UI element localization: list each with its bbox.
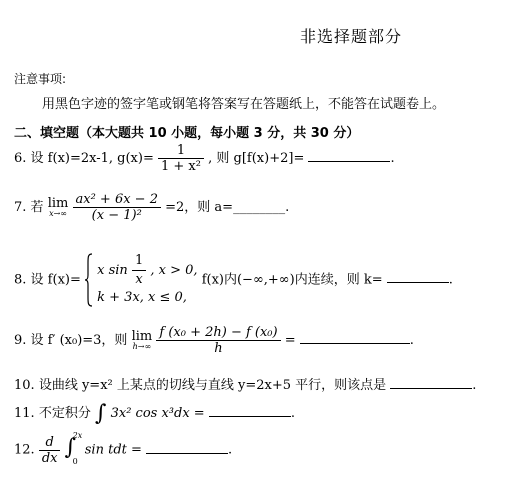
integral-icon: ∫ [94,401,107,426]
question-text: 若 [30,200,44,215]
period: . [472,378,477,393]
fraction-denominator: h [214,341,223,356]
notice-body: 用黑色字迹的签字笔或钢笔将答案写在答题纸上，不能答在试题卷上。 [42,97,446,112]
question-number: 12. [14,442,35,458]
answer-blank[interactable] [300,342,410,344]
fraction [158,143,204,174]
piecewise [85,252,198,308]
integral-icon: ∫ [64,435,77,460]
question-text: 设 f(x)= [30,272,81,288]
limit-symbol: lim [47,196,69,211]
derivative-operator [39,435,61,466]
integrand: sin tdt = [84,442,142,458]
case-2: k + 3x, x ≤ 0, [97,290,187,306]
question-number: 11. [14,406,35,421]
question-7 [14,192,289,223]
question-6 [14,143,395,174]
question-text-cont: , 则 g[f(x)+2]= [208,151,305,166]
question-12 [14,433,232,467]
answer-blank[interactable] [146,452,228,454]
lower-limit: 0 [72,457,78,466]
limit-symbol: lim [131,329,153,344]
question-text-cont: = [284,333,296,348]
question-text-cont: =2，则 a=________. [165,200,290,215]
answer-blank[interactable] [308,160,390,162]
question-8 [14,252,453,308]
case-1-expr: x sin [97,263,128,279]
fraction-numerator: 1 [132,252,146,271]
question-text-cont: f(x)内(−∞,+∞)内连续，则 k= [201,272,383,288]
period: . [409,333,414,348]
fraction [156,325,280,356]
question-text: 设曲线 y=x² 上某点的切线与直线 y=2x+5 平行，则该点是 [38,378,387,393]
fraction-numerator: 1 [158,143,204,159]
question-number: 8. [14,272,27,288]
page-title: 非选择题部分 [300,27,403,46]
question-text: 设 f(x)=2x-1, g(x)= [30,151,154,166]
question-number: 7. [14,200,27,215]
question-9 [14,325,414,356]
question-text: 不定积分 [38,406,91,421]
period: . [228,442,233,458]
case-1-fraction [132,252,146,289]
limit-subscript: h→∞ [132,342,152,351]
fraction-denominator: 1 + x² [161,159,201,174]
question-11 [14,401,295,426]
definite-integral [65,433,81,467]
fraction-numerator: d [39,435,61,451]
fraction-denominator: dx [41,450,58,466]
fraction-numerator: f (x₀ + 2h) − f (x₀) [156,325,280,341]
question-text: 设 f′ (x₀)=3，则 [30,333,128,348]
upper-limit: 2x [72,431,83,440]
question-number: 6. [14,151,27,166]
period: . [448,272,453,288]
notice-label: 注意事项: [14,72,67,86]
answer-blank[interactable] [390,387,472,389]
fraction-numerator: ax² + 6x − 2 [73,192,161,208]
fraction [73,192,161,223]
fraction-denominator: (x − 1)² [91,208,142,223]
integrand: 3x² cos x³dx = [110,406,205,421]
question-number: 10. [14,378,35,393]
question-number: 9. [14,333,27,348]
answer-blank[interactable] [209,415,291,417]
section-heading: 二、填空题（本大题共 10 小题，每小题 3 分，共 30 分） [14,126,360,141]
period: . [290,406,295,421]
limit [132,330,153,351]
fraction-denominator: x [135,272,143,288]
question-10 [14,374,476,393]
left-brace [85,253,93,307]
limit-subscript: x→∞ [49,209,67,218]
case-1-condition: , x > 0, [150,263,198,279]
answer-blank[interactable] [387,281,449,283]
limit [48,197,69,218]
period: . [390,151,395,166]
